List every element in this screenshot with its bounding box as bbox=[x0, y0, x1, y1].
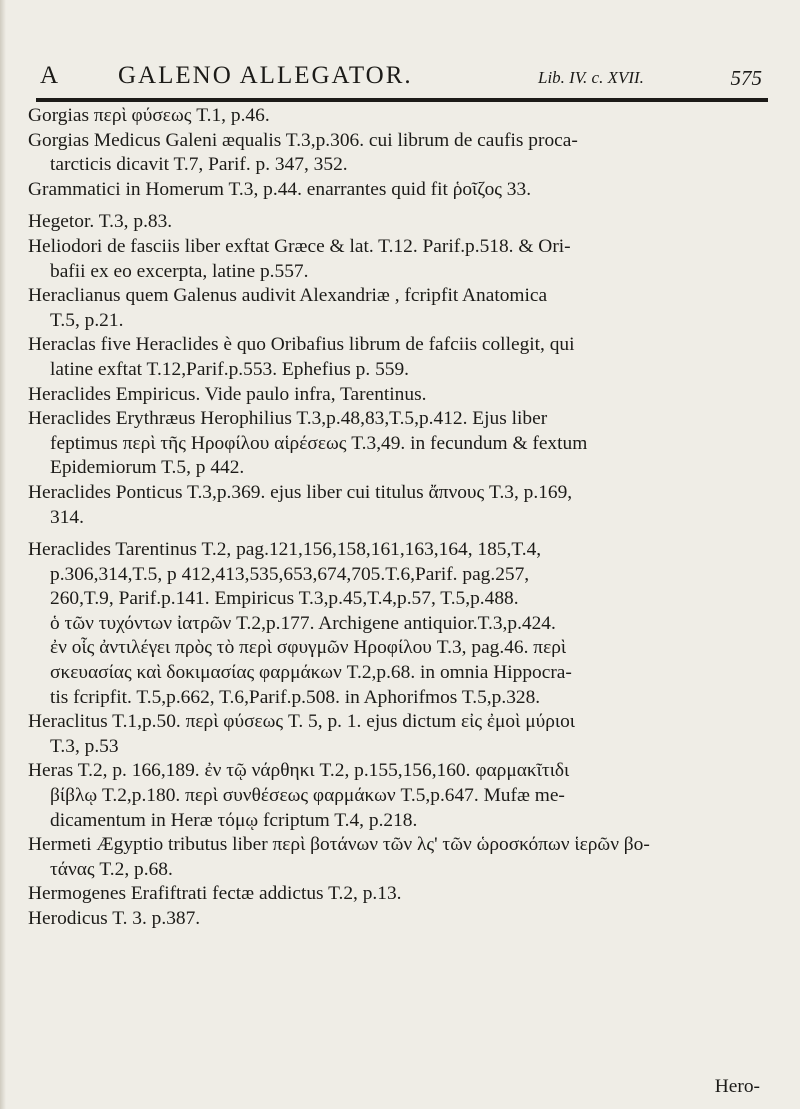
entry-continuation-line: βίβλῳ T.2,p.180. περὶ συνθέσεως φαρμάκων T.5,p.647. Mufæ me- bbox=[50, 785, 565, 807]
entry-continuation-line: dicamentum in Heræ τόμῳ fcriptum T.4, p.218. bbox=[50, 809, 418, 831]
binding-shadow bbox=[0, 0, 6, 1109]
header-prefix: A bbox=[40, 62, 60, 89]
section-gap bbox=[28, 530, 783, 538]
index-entry bbox=[28, 882, 783, 907]
entry-continuation-line: ἐν οἷς ἀντιλέγει πρὸς τὸ περὶ σφυγμῶν Ηροφίλου T.3, pag.46. περὶ bbox=[50, 637, 567, 659]
index-entry bbox=[28, 907, 783, 932]
entry-continuation-line: ὁ τῶν τυχόντων ἰατρῶν T.2,p.177. Archigene antiquior.T.3,p.424. bbox=[50, 612, 556, 634]
entry-line: Heras T.2, p. 166,189. ἐν τῷ νάρθηκι T.2, p.155,156,160. φαρμακῖτιδι bbox=[28, 760, 570, 782]
entry-line: Hermeti Ægyptio tributus liber περὶ βοτάνων τῶν λς' τῶν ὡροσκόπων ἱερῶν βο- bbox=[28, 834, 650, 856]
header-rule bbox=[36, 98, 768, 102]
index-entry bbox=[28, 759, 783, 833]
index-entry bbox=[28, 710, 783, 759]
page-number: 575 bbox=[730, 66, 762, 90]
index-entry bbox=[28, 333, 783, 382]
entry-line: Gorgias περὶ φύσεως T.1, p.46. bbox=[28, 105, 270, 126]
entry-line: Heraclides Empiricus. Vide paulo infra, Tarentinus. bbox=[28, 383, 427, 405]
entry-line: Heraclas five Heraclides è quo Oribafius librum de fafciis collegit, qui bbox=[28, 334, 575, 356]
index-entry bbox=[28, 407, 783, 481]
entry-continuation-line: T.3, p.53 bbox=[50, 735, 119, 757]
catchword: Hero- bbox=[714, 1076, 760, 1097]
index-entry bbox=[28, 235, 783, 284]
entry-line: Gorgias Medicus Galeni æqualis T.3,p.306. cui librum de caufis proca- bbox=[28, 129, 578, 151]
index-entry bbox=[28, 481, 783, 530]
entry-continuation-line: tis fcripfit. T.5,p.662, T.6,Parif.p.508. in Aphorifmos T.5,p.328. bbox=[50, 686, 541, 708]
entry-line: Grammatici in Homerum T.3, p.44. enarrantes quid fit ῥοῖζος 33. bbox=[28, 178, 532, 200]
entry-line: Hegetor. T.3, p.83. bbox=[28, 211, 173, 233]
entry-continuation-line: latine exftat T.12,Parif.p.553. Ephefius p. 559. bbox=[50, 358, 410, 380]
header-reference: Lib. IV. c. XVII. bbox=[538, 68, 644, 87]
index-body bbox=[28, 104, 783, 932]
index-entry bbox=[28, 284, 783, 333]
entry-continuation-line: feptimus περὶ τῆς Ηροφίλου αἱρέσεως T.3,49. in fecundum & fextum bbox=[50, 432, 588, 454]
entry-line: Heraclides Tarentinus T.2, pag.121,156,158,161,163,164, 185,T.4, bbox=[28, 539, 542, 561]
index-entry bbox=[28, 129, 783, 178]
entry-continuation-line: T.5, p.21. bbox=[50, 309, 124, 331]
entry-line: Hermogenes Erafiftrati fectæ addictus T.2, p.13. bbox=[28, 883, 402, 905]
index-entry bbox=[28, 210, 783, 235]
entry-line: Heraclides Ponticus T.3,p.369. ejus liber cui titulus ἄπνους T.3, p.169, bbox=[28, 481, 573, 503]
index-entry bbox=[28, 178, 783, 203]
entry-line: Heliodori de fasciis liber exftat Græce & lat. T.12. Parif.p.518. & Ori- bbox=[28, 235, 571, 257]
entry-continuation-line: p.306,314,T.5, p 412,413,535,653,674,705.T.6,Parif. pag.257, bbox=[50, 563, 530, 585]
entry-line: Heraclides Erythræus Herophilius T.3,p.48,83,T.5,p.412. Ejus liber bbox=[28, 408, 548, 430]
index-entry bbox=[28, 104, 783, 129]
entry-continuation-line: Epidemiorum T.5, p 442. bbox=[50, 457, 245, 479]
entry-continuation-line: σκευασίας καὶ δοκιμασίας φαρμάκων T.2,p.68. in omnia Hippocra- bbox=[50, 662, 572, 684]
running-header bbox=[40, 62, 762, 96]
entry-continuation-line: τάνας T.2, p.68. bbox=[50, 858, 173, 880]
entry-line: Heraclianus quem Galenus audivit Alexandriæ , fcripfit Anatomica bbox=[28, 285, 548, 307]
entry-continuation-line: bafii ex eo excerpta, latine p.557. bbox=[50, 260, 309, 282]
entry-continuation-line: 260,T.9, Parif.p.141. Empiricus T.3,p.45,T.4,p.57, T.5,p.488. bbox=[50, 588, 519, 610]
entry-continuation-line: tarcticis dicavit T.7, Parif. p. 347, 352. bbox=[50, 154, 348, 176]
index-entry bbox=[28, 833, 783, 882]
index-entry bbox=[28, 383, 783, 408]
entry-line: Heraclitus T.1,p.50. περὶ φύσεως T. 5, p. 1. ejus dictum εἰς ἐμοὶ μύριοι bbox=[28, 711, 575, 733]
section-gap bbox=[28, 202, 783, 210]
entry-continuation-line: 314. bbox=[50, 506, 84, 528]
index-entry bbox=[28, 538, 783, 710]
entry-line: Herodicus T. 3. p.387. bbox=[28, 908, 201, 929]
header-title: GALENO ALLEGATOR. bbox=[118, 62, 413, 89]
